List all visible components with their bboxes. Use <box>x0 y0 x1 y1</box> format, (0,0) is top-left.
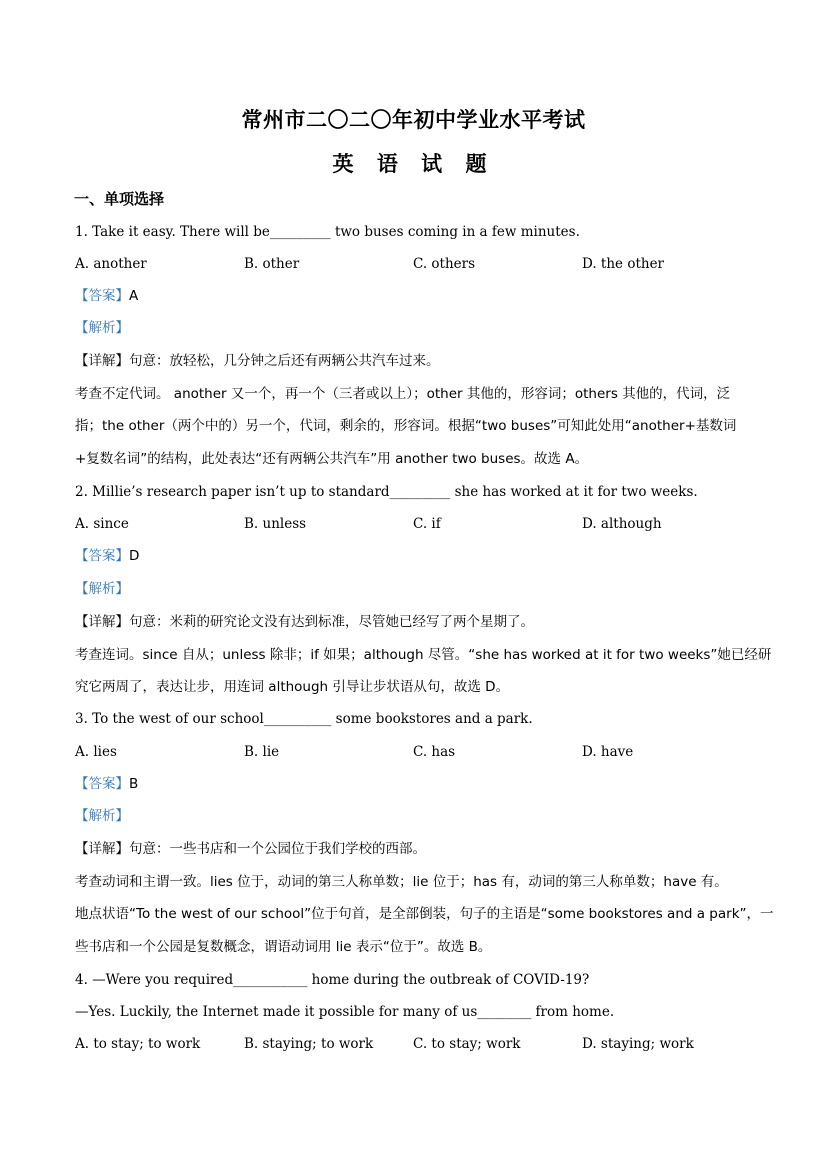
question-1-stem: 1. Take it easy. There will be_________ two buses coming in a few minutes. <box>75 224 580 240</box>
answer-value: A <box>129 288 139 304</box>
option-a: A. to stay; to work <box>75 1036 201 1052</box>
question-3-options <box>75 742 755 762</box>
analysis-label: 【解析】 <box>75 808 129 824</box>
answer-label-text: 【答案】 <box>75 548 129 564</box>
option-b: B. other <box>244 256 300 272</box>
option-b: B. lie <box>244 744 280 760</box>
detail-line: 考查连词。since 自从；unless 除非；if 如果；although 尽管。“she has worked at it for two weeks”她已经研 <box>75 647 772 663</box>
option-c: C. others <box>413 256 476 272</box>
answer-value: D <box>129 548 140 564</box>
detail-line: 考查动词和主谓一致。lies 位于，动词的第三人称单数；lie 位于；has 有，动词的第三人称单数；have 有。 <box>75 874 728 890</box>
option-d: D. have <box>582 744 634 760</box>
question-1-options <box>75 254 755 274</box>
option-a: A. lies <box>75 744 117 760</box>
section-title: 一、单项选择 <box>74 190 165 208</box>
detail-line: 些书店和一个公园是复数概念，谓语动词用 lie 表示“位于”。故选 B。 <box>75 939 492 955</box>
exam-subtitle: 英 语 试 题 <box>332 152 495 176</box>
option-a: A. another <box>75 256 147 272</box>
detail-line: 究它两周了，表达让步，用连词 although 引导让步状语从句，故选 D。 <box>75 679 510 695</box>
answer-label <box>75 546 139 566</box>
detail-line: +复数名词”的结构，此处表达“还有两辆公共汽车”用 another two buses。故选 A。 <box>75 451 589 467</box>
answer-label <box>75 286 138 306</box>
option-d: D. although <box>582 516 662 532</box>
answer-label-text: 【答案】 <box>75 776 129 792</box>
answer-value: B <box>129 776 139 792</box>
analysis-label: 【解析】 <box>75 320 129 336</box>
detail-line: 【详解】句意：一些书店和一个公园位于我们学校的西部。 <box>75 841 426 857</box>
option-c: C. if <box>413 516 441 532</box>
detail-line: 考查不定代词。 another 又一个，再一个（三者或以上）；other 其他的，形容词；others 其他的，代词，泛 <box>75 386 731 402</box>
answer-label-text: 【答案】 <box>75 288 129 304</box>
question-4-stem: 4. —Were you required___________ home during the outbreak of COVID-19? <box>75 972 590 988</box>
detail-line: 【详解】句意：米莉的研究论文没有达到标准，尽管她已经写了两个星期了。 <box>75 614 534 630</box>
question-2-stem: 2. Millie’s research paper isn’t up to standard_________ she has worked at it for two weeks. <box>75 484 698 500</box>
option-b: B. unless <box>244 516 307 532</box>
exam-title: 常州市二〇二〇年初中学业水平考试 <box>241 108 586 132</box>
question-2-options <box>75 514 755 534</box>
detail-line: 指；the other（两个中的）另一个，代词，剩余的，形容词。根据“two buses”可知此处用“another+基数词 <box>75 418 737 434</box>
detail-line: 【详解】句意：放轻松，几分钟之后还有两辆公共汽车过来。 <box>75 353 440 369</box>
answer-label <box>75 774 138 794</box>
option-d: D. the other <box>582 256 665 272</box>
question-3-stem: 3. To the west of our school__________ some bookstores and a park. <box>75 711 533 727</box>
option-c: C. to stay; work <box>413 1036 521 1052</box>
option-b: B. staying; to work <box>244 1036 374 1052</box>
detail-line: 地点状语“To the west of our school”位于句首，是全部倒装，句子的主语是“some bookstores and a park”，一 <box>75 906 774 922</box>
question-4-stem-reply: —Yes. Luckily, the Internet made it possible for many of us________ from home. <box>75 1004 615 1020</box>
option-c: C. has <box>413 744 456 760</box>
option-d: D. staying; work <box>582 1036 694 1052</box>
option-a: A. since <box>75 516 129 532</box>
question-4-options <box>75 1034 755 1054</box>
analysis-label: 【解析】 <box>75 581 129 597</box>
